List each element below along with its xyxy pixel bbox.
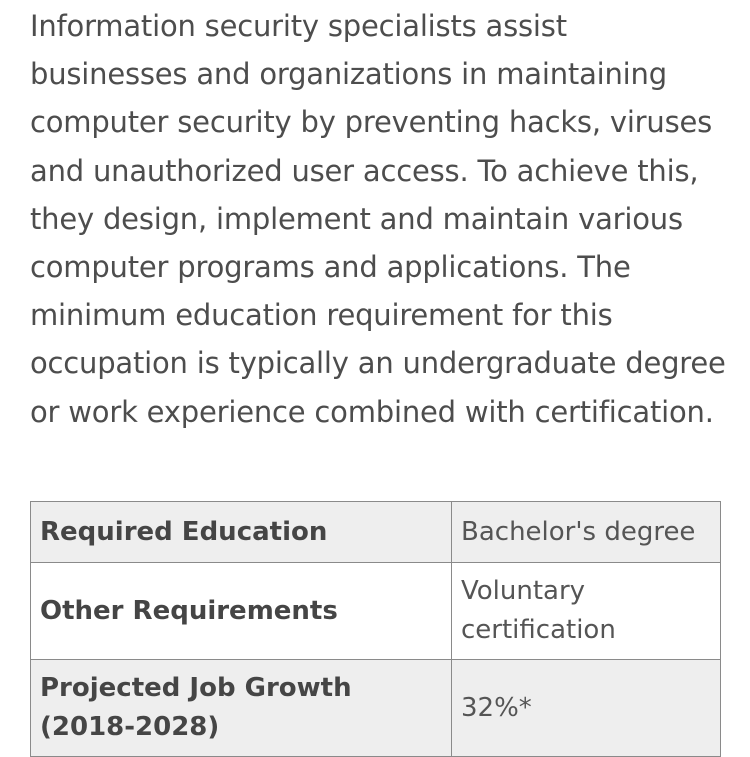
table-row-projected-job-growth (31, 660, 721, 757)
row-label: Other Requirements (31, 563, 452, 660)
row-label: Projected Job Growth (2018-2028) (31, 660, 452, 757)
row-value: Voluntary certification (452, 563, 721, 660)
article-body (30, 2, 730, 436)
table-row-required-education (31, 502, 721, 563)
career-facts-table (30, 501, 721, 757)
intro-paragraph: Information security specialists assist businesses and organizations in maintaining computer security by preventing hacks, viruses and unauthorized user access. To achieve this, they design, implement and maintain various computer programs and applications. The minimum education requirement for this occupation is typically an undergraduate degree or work experience combined with certification. (30, 9, 726, 429)
row-value: 32%* (452, 660, 721, 757)
row-label: Required Education (31, 502, 452, 563)
table-row-other-requirements (31, 563, 721, 660)
row-value: Bachelor's degree (452, 502, 721, 563)
